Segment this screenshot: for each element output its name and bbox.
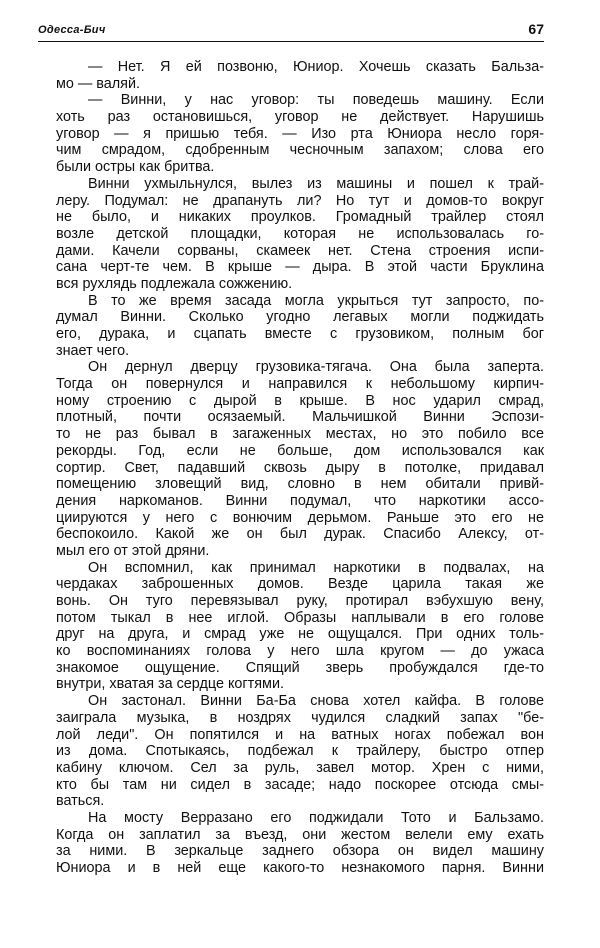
text-line: за ними. В зеркальце заднего обзора он видел машину	[56, 843, 544, 860]
text-line: вся рухлядь подлежала сожжению.	[56, 275, 293, 292]
text-line: не было, и никаких проулков. Громадный трайлер стоял	[56, 209, 544, 226]
text-line: знакомое ощущение. Спящий зверь пробуждался где-то	[56, 659, 544, 676]
text-line: — Нет. Я ей позвоню, Юниор. Хочешь сказать Бальза-	[88, 59, 544, 75]
text-line: ваться.	[56, 793, 105, 810]
paragraph	[56, 359, 544, 559]
text-line: вонь. Он туго перевязывал руку, протирал вэбухшую вену,	[56, 593, 544, 609]
paragraph	[56, 693, 544, 810]
text-line: знает чего.	[56, 342, 130, 359]
text-line: В то же время засада могла укрыться тут запросто, по-	[88, 292, 544, 309]
text-line: были остры как бритва.	[56, 159, 215, 176]
text-line: ному строению с дырой в крыше. В нос ударил смрад,	[56, 392, 544, 409]
text-line: плотный, почти осязаемый. Мальчишкой Винни Эспози-	[56, 409, 544, 426]
text-line: внутри, хватая за сердце когтями.	[56, 676, 284, 693]
body-text	[56, 59, 544, 877]
text-line: дения наркоманов. Винни подумал, что наркотики ассо-	[56, 492, 544, 509]
text-line: возле детской площадки, которая не использовалась го-	[56, 225, 544, 242]
text-line: мо — валяй.	[56, 75, 140, 92]
text-line: Он вспомнил, как принимал наркотики в подвалах, на	[88, 559, 544, 576]
text-line: мыл его от этой дряни.	[56, 542, 210, 559]
paragraph	[56, 810, 544, 877]
text-line: думал Винни. Сколько угодно легавых могли поджидать	[56, 309, 544, 326]
text-line: беспокоило. Какой же он был дурак. Спасибо Алексу, от-	[56, 526, 544, 543]
text-line: кто бы там ни сидел в засаде; надо поскорее отсюда смы-	[56, 776, 544, 793]
text-line: хоть раз остановишься, уговор не действует. Нарушишь	[56, 109, 544, 126]
header-rule	[38, 41, 544, 42]
text-line: чим смрадом, сдобренным чесночным запахом; слова его	[56, 142, 544, 159]
text-line: уговор — я пришью тебя. — Изо рта Юниора несло горя-	[56, 125, 544, 142]
text-line: На мосту Верразано его поджидали Тото и Бальзамо.	[88, 809, 544, 826]
paragraph	[56, 59, 544, 92]
page-number: 67	[528, 21, 544, 37]
text-line: чердаках заброшенных домов. Везде царила такая же	[56, 576, 544, 593]
text-line: Он застонал. Винни Ба-Ба снова хотел кайфа. В голове	[88, 693, 544, 710]
text-line: циируются у него с вонючим дерьмом. Раньше это его не	[56, 509, 544, 526]
text-line: заиграла музыка, в ноздрях чудился сладкий запах "бе-	[56, 709, 544, 726]
text-line: помещению зловещий вид, словно в нем обитали привй-	[56, 476, 544, 493]
text-line: сортир. Свет, падавший сквозь дыру в потолке, придавал	[56, 459, 544, 476]
paragraph	[56, 293, 544, 360]
running-title: Одесса-Бич	[38, 24, 106, 36]
text-line: Он дернул дверцу грузовика-тягача. Она была заперта.	[88, 359, 544, 376]
text-line: его, дурака, и сцапать вместе с грузовиком, полным бог	[56, 326, 544, 342]
text-line: рекорды. Год, если не больше, дом использовался как	[56, 442, 544, 459]
paragraph	[56, 92, 544, 175]
text-line: Когда он заплатил за въезд, они жестом велели ему ехать	[56, 826, 544, 843]
text-line: кабину ключом. Сел за руль, завел мотор. Хрен с ними,	[56, 759, 544, 776]
text-line: потом тыкал в нее иглой. Образы наплывали в его голове	[56, 609, 544, 626]
text-line: то не раз бывал в загаженных местах, но это побило все	[56, 426, 544, 443]
text-line: — Винни, у нас уговор: ты поведешь машину. Если	[88, 92, 544, 109]
text-line: друг на друга, и смрад уже не ощущался. При одних толь-	[56, 626, 544, 643]
text-line: Тогда он повернулся и направился к небольшому кирпич-	[56, 376, 544, 393]
paragraph	[56, 560, 544, 694]
text-line: Юниора и в ней еще какого-то незнакомого парня. Винни	[56, 860, 544, 876]
text-line: дами. Качели сорваны, скамеек нет. Стена строения испи-	[56, 242, 544, 259]
text-line: сана черт-те чем. В крыше — дыра. В этой части Бруклина	[56, 259, 544, 276]
text-line: ко воспоминаниях голова у него шла кругом — до ужаса	[56, 643, 544, 660]
paragraph	[56, 176, 544, 293]
text-line: леру. Подумал: не драпануть ли? Но тут и домов-то вокруг	[56, 192, 544, 209]
text-line: лой леди". Он попятился и на ватных ногах побежал вон	[56, 726, 544, 743]
text-line: из дома. Спотыкаясь, подбежал к трайлеру, быстро отпер	[56, 743, 544, 760]
page-header	[38, 21, 544, 40]
text-line: Винни ухмыльнулся, вылез из машины и пошел к трай-	[88, 175, 544, 192]
